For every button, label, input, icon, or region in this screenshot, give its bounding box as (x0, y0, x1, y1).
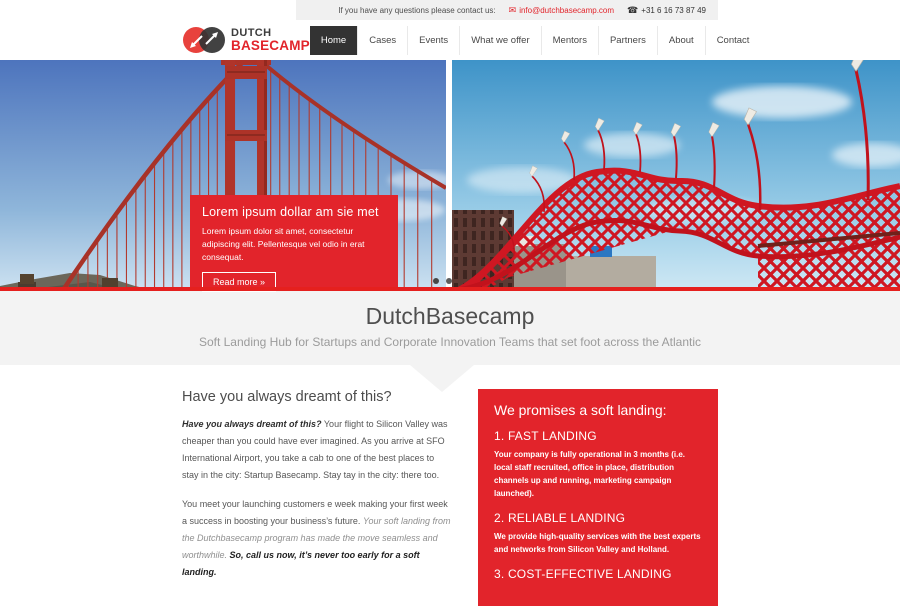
dream-heading: Have you always dreamt of this? (182, 389, 392, 405)
nav-item-mentors[interactable]: Mentors (541, 26, 598, 55)
promise-text-fast: Your company is fully operational in 3 months (i.e. local staff recruited, office in place, distribution channels up and running, marketing campaign launched). (494, 450, 685, 498)
slider-dot-1[interactable] (433, 278, 439, 284)
hero-red-strip (0, 287, 900, 291)
promise-text-reliable: We provide high-quality services with the best experts and networks from Silicon Valley and Holland. (494, 532, 701, 554)
dream-p2-bold: So, call us now, it’s never too early for a soft landing. (182, 550, 420, 577)
main-content (0, 365, 900, 606)
contact-email-link[interactable] (509, 6, 614, 15)
dream-paragraph-2 (182, 496, 452, 581)
contact-phone-text: +31 6 16 73 87 49 (641, 5, 706, 15)
envelope-icon: ✉ (508, 4, 517, 15)
nav-item-about[interactable]: About (657, 26, 705, 55)
topbar-contact-strip (296, 0, 718, 20)
dream-p2-italic: Your soft landing from the Dutchbasecamp program has made the move seamless and worthwhile. (182, 516, 451, 560)
logo-circles-icon (182, 25, 226, 55)
hero-title: Lorem ipsum dollar am sie met (202, 205, 379, 219)
intro-band (0, 291, 900, 365)
hero-slider (0, 60, 900, 291)
dream-p1-lead: Have you always dreamt of this? (182, 419, 322, 429)
dream-paragraph-1 (182, 416, 452, 484)
hero-slide-python-bridge (452, 60, 900, 291)
nav-item-what-we-offer[interactable]: What we offer (459, 26, 540, 55)
main-nav (310, 26, 761, 55)
promise-item-fast (494, 429, 702, 500)
nav-item-events[interactable]: Events (407, 26, 459, 55)
intro-pointer-triangle (410, 365, 474, 392)
contact-phone (627, 6, 706, 15)
promises-heading: We promises a soft landing: (494, 402, 667, 418)
promise-title-cost-effective: 3. COST-EFFECTIVE LANDING (494, 567, 672, 581)
nav-item-contact[interactable]: Contact (705, 26, 761, 55)
logo-text-dutch: DUTCH (231, 27, 272, 39)
hero-text: Lorem ipsum dolor sit amet, consectetur adipiscing elit. Pellentesque vel odio in erat consequat. (202, 226, 365, 262)
promise-title-reliable: 2. RELIABLE LANDING (494, 511, 626, 525)
logo-text-basecamp: BASECAMP (231, 38, 310, 53)
phone-icon: ☎ (627, 4, 639, 15)
promise-item-cost-effective (494, 567, 702, 581)
page-subtitle: Soft Landing Hub for Startups and Corporate Innovation Teams that set foot across the Atlantic (198, 335, 702, 349)
python-bridge-image (452, 60, 900, 291)
contact-message: If you have any questions please contact us: (338, 5, 496, 15)
promise-item-reliable (494, 511, 702, 556)
hero-caption (190, 195, 398, 291)
nav-item-home[interactable]: Home (310, 26, 357, 55)
slider-pagination (433, 278, 452, 284)
logo[interactable] (182, 25, 310, 55)
nav-item-partners[interactable]: Partners (598, 26, 657, 55)
dream-p1-rest: Your flight to Silicon Valley was cheaper than you could have ever imagined. As you arrive at SFO International Airport, you take a cab to one of the best places to stay in the city: Startup Basecamp. Stay tay in the city: there too. (182, 419, 448, 480)
contact-email-text: info@dutchbasecamp.com (519, 5, 615, 15)
slider-dot-2[interactable] (446, 278, 452, 284)
promise-title-fast: 1. FAST LANDING (494, 429, 597, 443)
dream-column (182, 389, 452, 606)
promises-box (478, 389, 718, 606)
topbar (0, 0, 900, 20)
nav-item-cases[interactable]: Cases (357, 26, 407, 55)
dream-p2-start: You meet your launching customers e week making your first week a success in boosting your business’s future. (182, 499, 448, 526)
read-more-button[interactable]: Read more » (202, 272, 276, 292)
header (0, 20, 900, 60)
page-title: DutchBasecamp (365, 303, 535, 329)
